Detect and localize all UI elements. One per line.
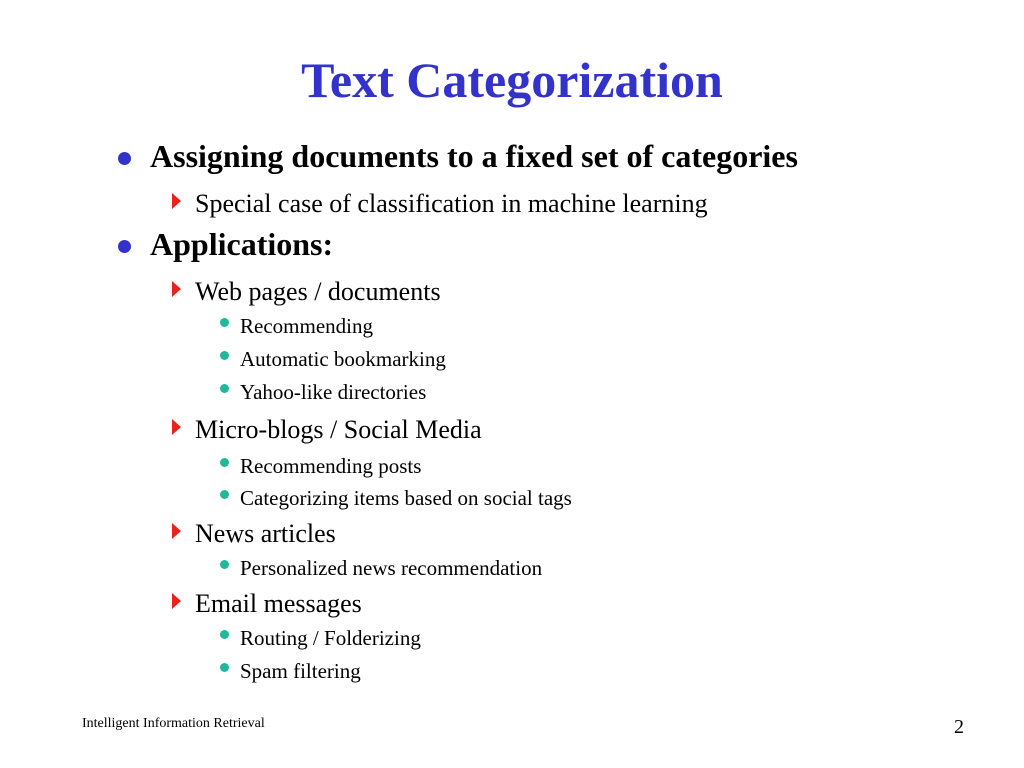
subsub-text: Categorizing items based on social tags: [240, 486, 572, 510]
subbullet-text: Special case of classification in machine learning: [195, 189, 708, 218]
bullet-text: Assigning documents to a fixed set of categories: [150, 138, 798, 174]
triangle-bullet-icon: [172, 593, 181, 609]
subsub-text: Spam filtering: [240, 659, 361, 683]
subbullet-text: Email messages: [195, 589, 362, 618]
bullet-dot-icon: [118, 152, 131, 165]
dot-bullet-icon: [220, 490, 229, 499]
triangle-bullet-icon: [172, 281, 181, 297]
bullet-text: Applications:: [150, 226, 334, 262]
dot-bullet-icon: [220, 351, 229, 360]
slide-title: Text Categorization: [301, 52, 723, 108]
subsub-text: Yahoo-like directories: [240, 380, 427, 404]
dot-bullet-icon: [220, 384, 229, 393]
triangle-bullet-icon: [172, 523, 181, 539]
dot-bullet-icon: [220, 630, 229, 639]
subsub-text: Routing / Folderizing: [240, 626, 421, 650]
triangle-bullet-icon: [172, 419, 181, 435]
triangle-bullet-icon: [172, 193, 181, 209]
subsub-text: Automatic bookmarking: [240, 347, 446, 371]
subsub-text: Recommending: [240, 314, 373, 338]
page-number: 2: [954, 716, 964, 738]
subbullet-text: Micro-blogs / Social Media: [195, 415, 482, 444]
dot-bullet-icon: [220, 458, 229, 467]
footer-course-title: Intelligent Information Retrieval: [82, 716, 265, 731]
dot-bullet-icon: [220, 318, 229, 327]
dot-bullet-icon: [220, 560, 229, 569]
dot-bullet-icon: [220, 663, 229, 672]
subbullet-text: Web pages / documents: [195, 277, 441, 306]
bullet-dot-icon: [118, 240, 131, 253]
subbullet-text: News articles: [195, 519, 336, 548]
subsub-text: Personalized news recommendation: [240, 556, 543, 580]
subsub-text: Recommending posts: [240, 454, 422, 478]
